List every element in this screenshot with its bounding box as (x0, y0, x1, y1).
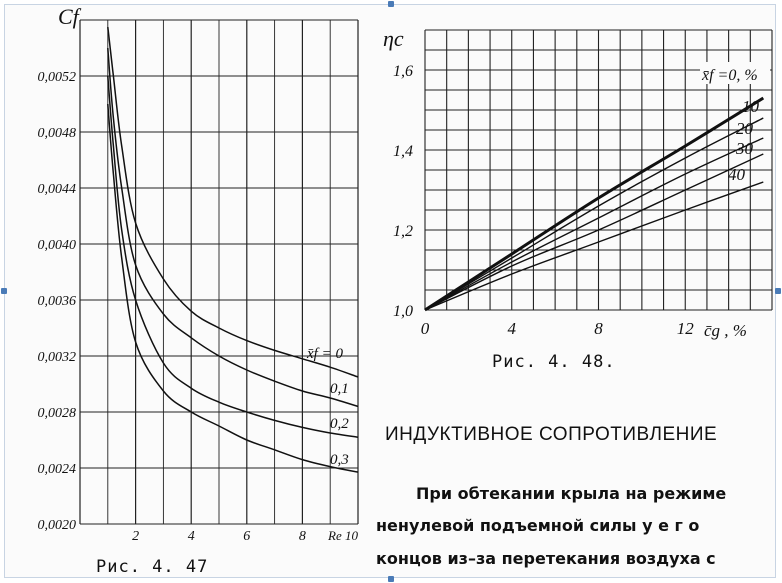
y-tick-label: 1,4 (393, 143, 413, 160)
y-tick-label: 1,6 (393, 63, 413, 80)
y-axis-label: Cf (58, 4, 79, 29)
series-label-3: 0,3 (330, 452, 349, 468)
y-tick-label: 0,0020 (37, 518, 76, 533)
series-label-3: 30 (736, 139, 753, 158)
x-tick-label: 8 (298, 529, 306, 544)
x-tick-label: 12 (676, 319, 694, 338)
caption-fig-4-48: Рис. 4. 48. (492, 352, 616, 372)
series-label-0: x̄f = 0 (307, 346, 343, 362)
y-tick-label: 0,0048 (37, 126, 76, 141)
series-label-1: 0,1 (330, 381, 349, 397)
series-line-3 (425, 154, 763, 310)
x-tick-label: 0 (420, 319, 430, 338)
y-axis-label: ηc (383, 26, 404, 51)
legend-title: x̄f =0, % (702, 67, 758, 84)
y-tick-label: 0,0036 (37, 294, 76, 309)
x-axis-label: Re 10 (328, 528, 358, 543)
x-tick-label: 4 (187, 529, 195, 544)
x-axis-label: c̄g , % (704, 321, 747, 340)
section-heading: ИНДУКТИВНОЕ СОПРОТИВЛЕНИЕ (385, 424, 718, 445)
body-line-2: ненулевой подъемной силы у е г о (376, 516, 700, 535)
series-label-1: 10 (742, 97, 759, 116)
y-tick-label: 0,0028 (37, 406, 76, 421)
y-tick-label: 0,0040 (37, 238, 76, 253)
y-tick-label: 0,0052 (37, 70, 76, 85)
series-label-4: 40 (728, 165, 745, 184)
series-label-2: 20 (736, 119, 753, 138)
y-tick-label: 1,0 (393, 303, 413, 320)
y-tick-label: 0,0032 (37, 350, 76, 365)
series-label-2: 0,2 (330, 416, 349, 432)
x-tick-label: 8 (594, 319, 603, 338)
x-tick-label: 6 (243, 529, 251, 544)
x-tick-label: 4 (507, 319, 516, 338)
y-tick-label: 0,0044 (37, 182, 76, 197)
x-tick-label: 2 (132, 529, 140, 544)
body-line-3: концов из–за перетекания воздуха с (376, 549, 716, 568)
body-line-1: При обтекании крыла на режиме (416, 484, 727, 503)
y-tick-label: 0,0024 (37, 462, 76, 477)
caption-fig-4-47: Рис. 4. 47 (96, 557, 209, 577)
y-tick-label: 1,2 (393, 223, 413, 240)
